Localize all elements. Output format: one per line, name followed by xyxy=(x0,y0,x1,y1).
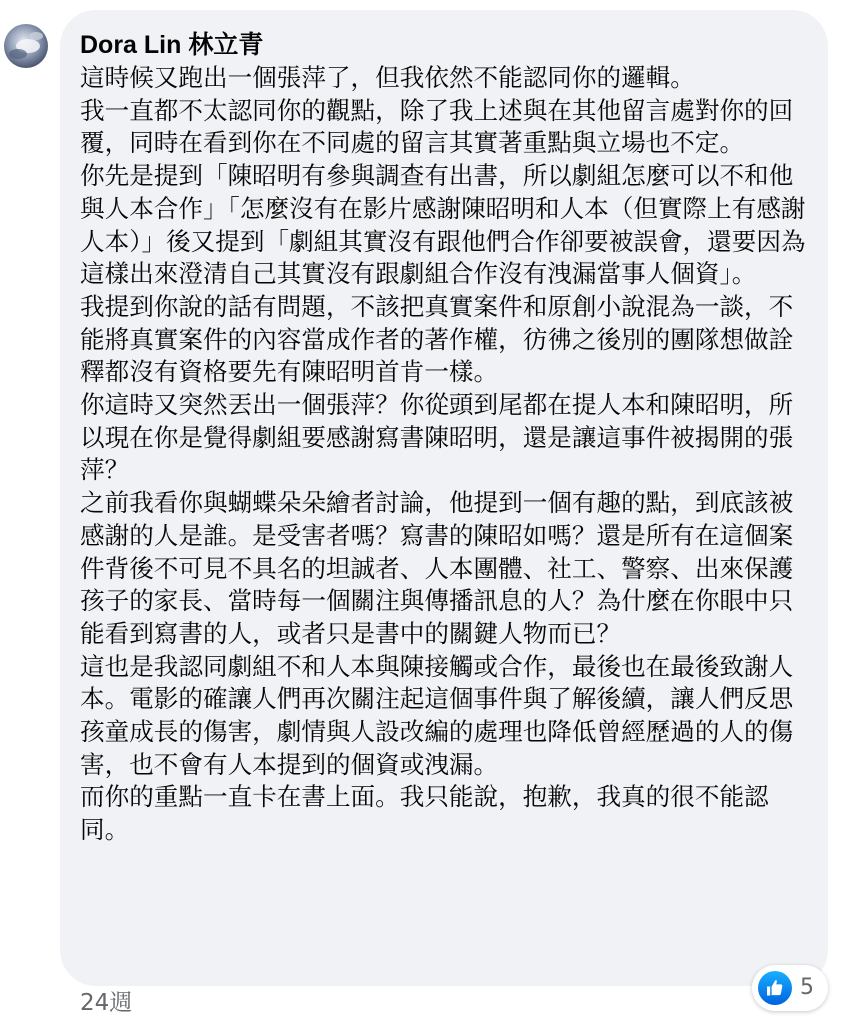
comment-paragraph: 這也是我認同劇組不和人本與陳接觸或合作，最後也在最後致謝人本。電影的確讓人們再次關注起這個事件與了解後續，讓人們反思孩童成長的傷害，劇情與人設改編的處理也降低曾經歷過的人的傷害，也不會有人本提到的個資或洩漏。 xyxy=(80,651,794,779)
comment-paragraph: 這時候又跑出一個張萍了，但我依然不能認同你的邏輯。 xyxy=(80,63,695,92)
reactions-summary[interactable] xyxy=(752,965,828,1011)
comment-paragraph: 之前我看你與蝴蝶朵朵繪者討論，他提到一個有趣的點，到底該被感謝的人是誰。是受害者嗎？寫書的陳昭如嗎？還是所有在這個案件背後不可見不具名的坦誠者、人本團體、社工、警察、出來保護孩子的家長、當時每一個關注與傳播訊息的人？為什麼在你眼中只能看到寫書的人，或者只是書中的關鍵人物而已？ xyxy=(80,488,794,648)
comment-bubble xyxy=(60,10,828,986)
author-name[interactable]: Dora Lin 林立青 xyxy=(80,31,264,59)
comment-timestamp[interactable]: 24週 xyxy=(80,990,133,1016)
comment-paragraph: 我一直都不太認同你的觀點，除了我上述與在其他留言處對你的回覆，同時在看到你在不同處的留言其實著重點與立場也不定。 xyxy=(80,95,794,158)
comment-paragraph: 而你的重點一直卡在書上面。我只能說，抱歉，我真的很不能認同。 xyxy=(80,782,769,845)
reaction-count: 5 xyxy=(800,975,814,1000)
avatar[interactable] xyxy=(4,24,48,68)
comment-paragraph: 我提到你說的話有問題，不該把真實案件和原創小說混為一談，不能將真實案件的內容當成作者的著作權，彷彿之後別的團隊想做詮釋都沒有資格要先有陳昭明首肯一樣。 xyxy=(80,291,794,387)
like-icon xyxy=(758,971,792,1005)
comment-paragraph: 你先是提到「陳昭明有參與調查有出書，所以劇組怎麼可以不和他與人本合作」「怎麼沒有在影片感謝陳昭明和人本（但實際上有感謝人本）」後又提到「劇組其實沒有跟他們合作卻要被誤會，還要因為這樣出來澄清自己其實沒有跟劇組合作沒有洩漏當事人個資」。 xyxy=(80,161,806,289)
comment-text xyxy=(80,62,810,847)
profile-photo xyxy=(4,24,48,68)
comment-paragraph: 你這時又突然丟出一個張萍？你從頭到尾都在提人本和陳昭明，所以現在你是覺得劇組要感謝寫書陳昭明，還是讓這事件被揭開的張萍？ xyxy=(80,390,794,485)
